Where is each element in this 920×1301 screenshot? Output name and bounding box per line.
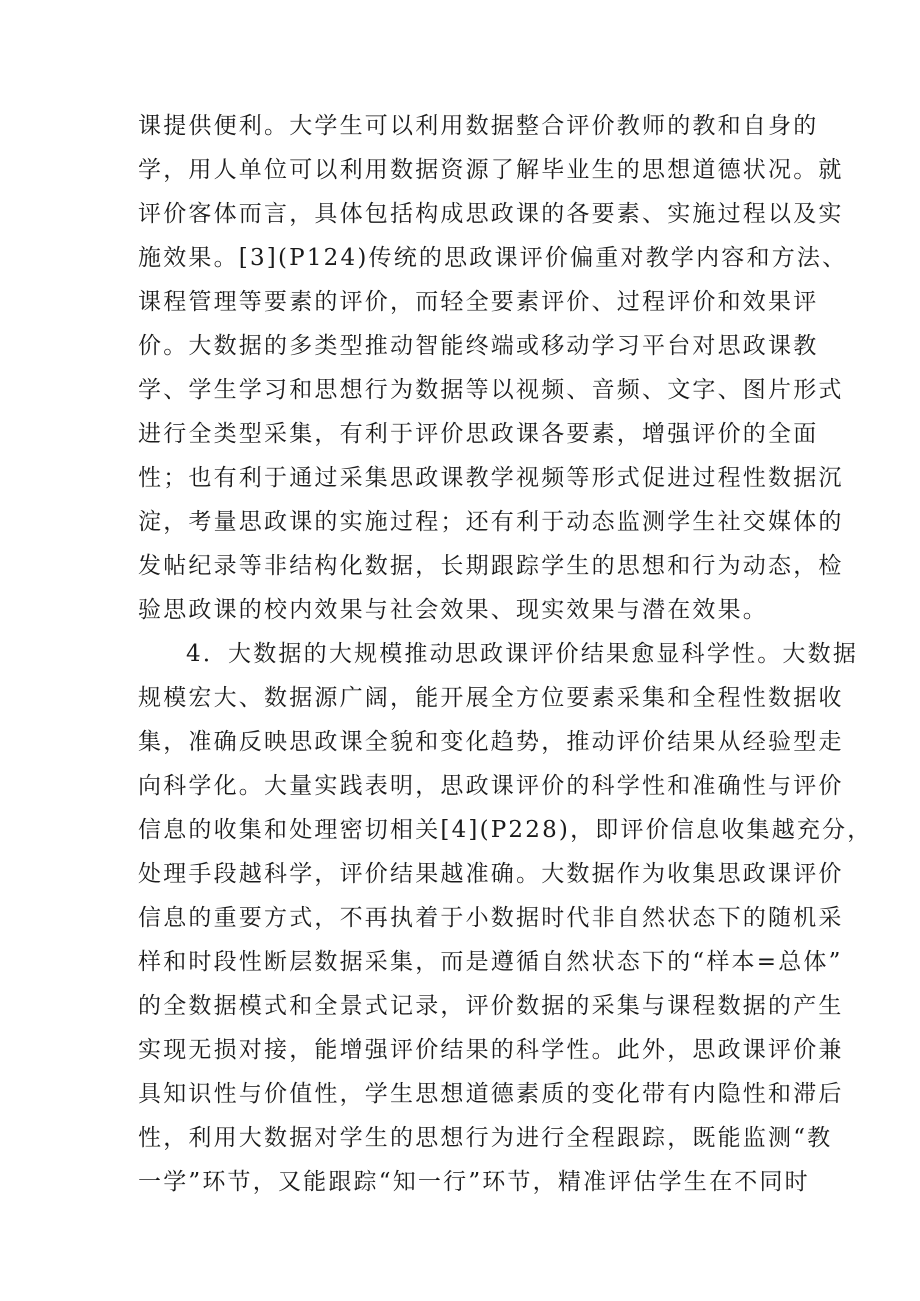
text-line: 实现无损对接，能增强评价结果的科学性。此外，思政课评价兼 <box>138 1037 844 1063</box>
text-line: 信息的重要方式，不再执着于小数据时代非自然状态下的随机采 <box>138 905 844 931</box>
text-line: 的全数据模式和全景式记录，评价数据的采集与课程数据的产生 <box>138 993 844 1019</box>
text-line: 规模宏大、数据源广阔，能开展全方位要素采集和全程性数据收 <box>138 685 844 711</box>
text-line: 价。大数据的多类型推动智能终端或移动学习平台对思政课教 <box>138 333 819 359</box>
text-line: 一学”环节，又能跟踪“知一行”环节，精准评估学生在不同时 <box>138 1169 810 1195</box>
text-line: 性，利用大数据对学生的思想行为进行全程跟踪，既能监测“教 <box>138 1125 833 1151</box>
text-line: 学、学生学习和思想行为数据等以视频、音频、文字、图片形式 <box>138 377 844 403</box>
text-line: 处理手段越科学，评价结果越准确。大数据作为收集思政课评价 <box>138 861 844 887</box>
text-line: 发帖纪录等非结构化数据，长期跟踪学生的思想和行为动态，检 <box>138 553 844 579</box>
text-line: 样和时段性断层数据采集，而是遵循自然状态下的“样本=总体” <box>138 949 843 975</box>
text-line: 向科学化。大量实践表明，思政课评价的科学性和准确性与评价 <box>138 773 844 799</box>
text-line: 施效果。[3](P124)传统的思政课评价偏重对教学内容和方法、 <box>138 245 848 271</box>
text-line: 进行全类型采集，有利于评价思政课各要素，增强评价的全面 <box>138 421 819 447</box>
text-line: 4．大数据的大规模推动思政课评价结果愈显科学性。大数据 <box>186 641 859 667</box>
text-line: 淀，考量思政课的实施过程；还有利于动态监测学生社交媒体的 <box>138 509 844 535</box>
text-line: 具知识性与价值性，学生思想道德素质的变化带有内隐性和滞后 <box>138 1081 844 1107</box>
text-line: 验思政课的校内效果与社会效果、现实效果与潜在效果。 <box>138 597 768 623</box>
text-line: 学，用人单位可以利用数据资源了解毕业生的思想道德状况。就 <box>138 157 844 183</box>
text-line: 评价客体而言，具体包括构成思政课的各要素、实施过程以及实 <box>138 201 844 227</box>
text-line: 课程管理等要素的评价，而轻全要素评价、过程评价和效果评 <box>138 289 819 315</box>
text-line: 课提供便利。大学生可以利用数据整合评价教师的教和自身的 <box>138 113 819 139</box>
text-line: 性；也有利于通过采集思政课教学视频等形式促进过程性数据沉 <box>138 465 844 491</box>
text-line: 集，准确反映思政课全貌和变化趋势，推动评价结果从经验型走 <box>138 729 844 755</box>
text-line: 信息的收集和处理密切相关[4](P228)，即评价信息收集越充分， <box>138 817 873 843</box>
